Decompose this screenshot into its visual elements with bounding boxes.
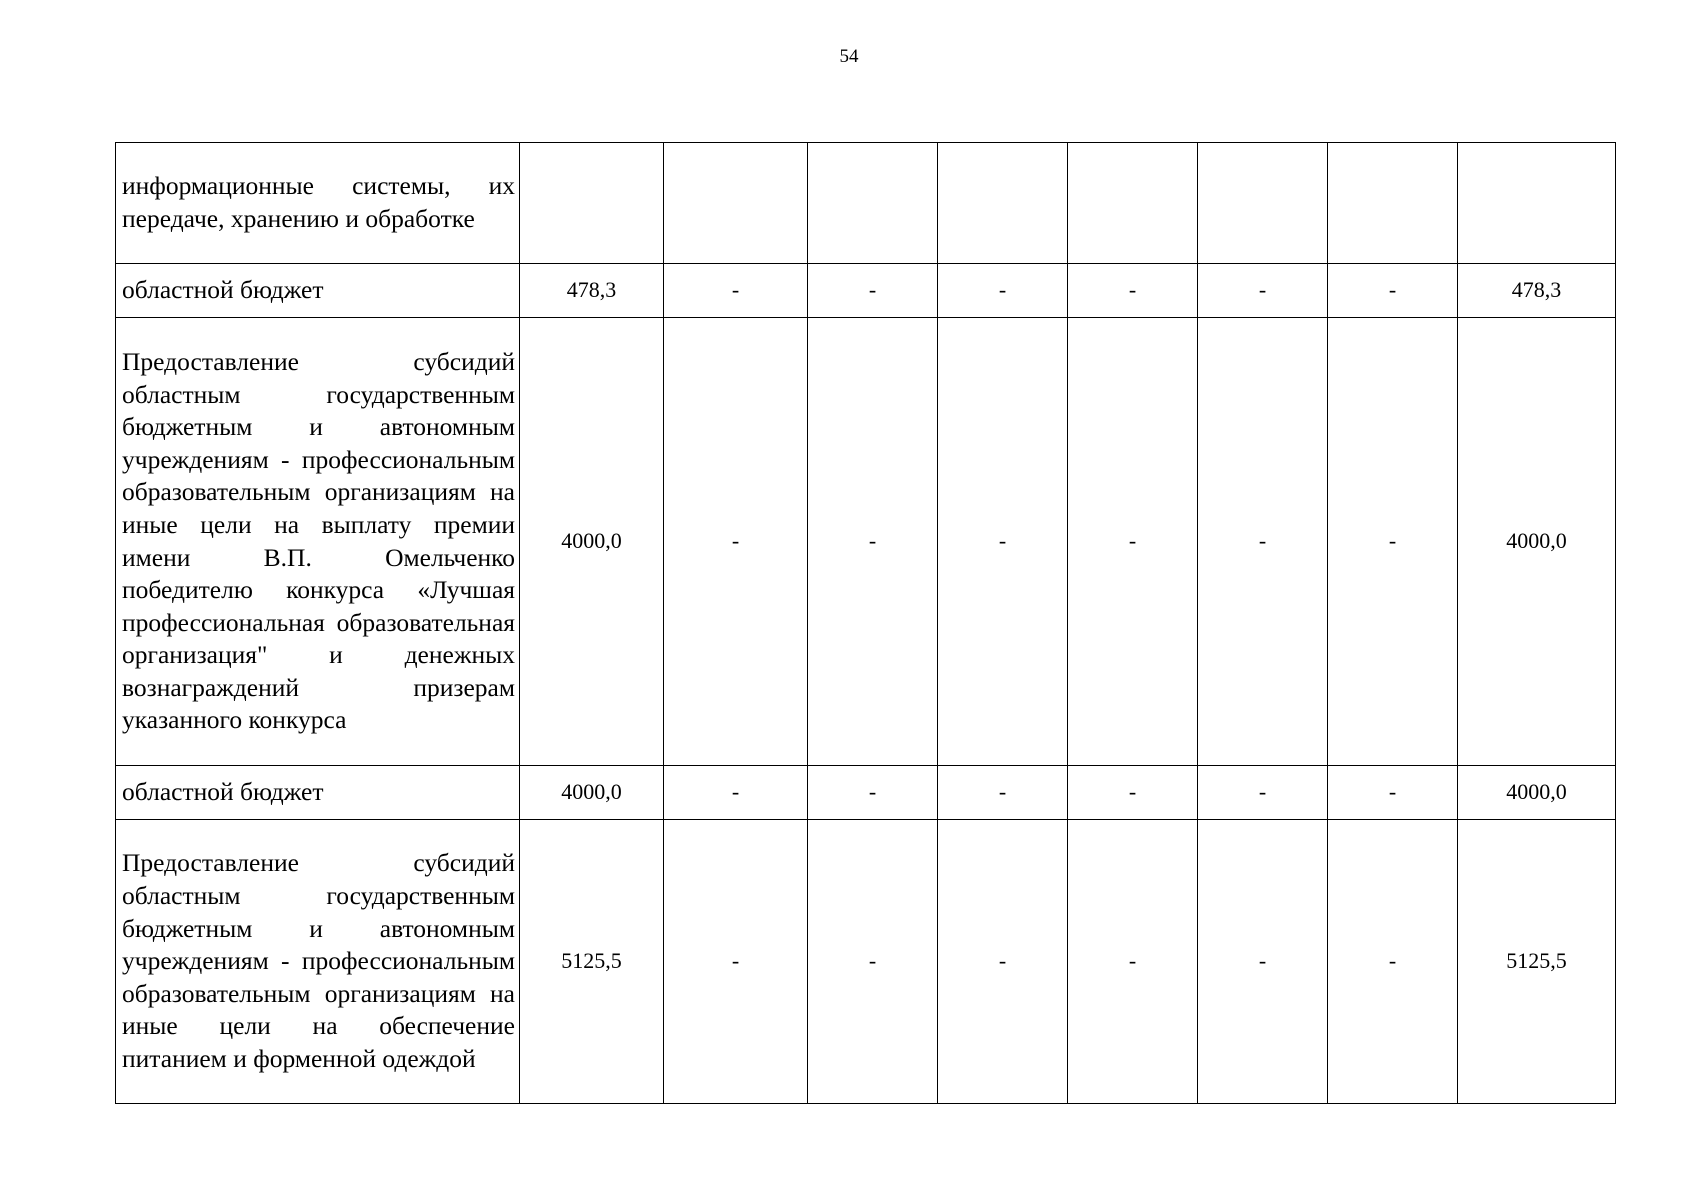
value-cell: - — [938, 820, 1068, 1104]
value-cell: - — [938, 318, 1068, 766]
value-cell: - — [664, 318, 808, 766]
value-cell: - — [1068, 264, 1198, 318]
row-description: Предоставление субсидий областным государственным бюджетным и автономным учреждениям - профессиональным образовательным организациям на иные цели на обеспечение питанием и форменной одеждой — [116, 820, 520, 1104]
value-cell: - — [664, 820, 808, 1104]
value-cell — [1068, 143, 1198, 264]
value-cell — [1198, 143, 1328, 264]
table-row — [116, 766, 1616, 820]
value-cell: - — [1198, 318, 1328, 766]
value-cell: - — [1328, 318, 1458, 766]
table-row — [116, 143, 1616, 264]
value-cell: - — [808, 820, 938, 1104]
value-cell: - — [1068, 318, 1198, 766]
table-row — [116, 264, 1616, 318]
value-cell: - — [808, 318, 938, 766]
value-cell — [1458, 143, 1616, 264]
row-description: Предоставление субсидий областным государственным бюджетным и автономным учреждениям - профессиональным образовательным организациям на иные цели на выплату премии имени В.П. Омельченко победителю конкурса «Лучшая профессиональная образовательная организация" и денежных вознаграждений призерам указанного конкурса — [116, 318, 520, 766]
value-cell: 478,3 — [520, 264, 664, 318]
value-cell: - — [664, 264, 808, 318]
value-cell: 4000,0 — [1458, 766, 1616, 820]
value-cell: - — [1068, 766, 1198, 820]
table-row — [116, 820, 1616, 1104]
value-cell — [808, 143, 938, 264]
value-cell: 478,3 — [1458, 264, 1616, 318]
value-cell: 4000,0 — [1458, 318, 1616, 766]
value-cell: - — [938, 766, 1068, 820]
value-cell: - — [1068, 820, 1198, 1104]
value-cell: - — [1198, 264, 1328, 318]
value-cell — [664, 143, 808, 264]
value-cell — [938, 143, 1068, 264]
value-cell: - — [1328, 264, 1458, 318]
value-cell: - — [1198, 820, 1328, 1104]
page-number: 54 — [839, 46, 859, 67]
value-cell — [520, 143, 664, 264]
value-cell: - — [664, 766, 808, 820]
value-cell: - — [1198, 766, 1328, 820]
value-cell: 5125,5 — [520, 820, 664, 1104]
value-cell: - — [1328, 766, 1458, 820]
value-cell: 4000,0 — [520, 318, 664, 766]
value-cell: - — [808, 766, 938, 820]
value-cell — [1328, 143, 1458, 264]
value-cell: 5125,5 — [1458, 820, 1616, 1104]
value-cell: - — [808, 264, 938, 318]
table-row — [116, 318, 1616, 766]
value-cell: - — [938, 264, 1068, 318]
value-cell: - — [1328, 820, 1458, 1104]
row-description: информационные системы, их передаче, хранению и обработке — [116, 143, 520, 264]
row-description: областной бюджет — [116, 766, 520, 820]
row-description: областной бюджет — [116, 264, 520, 318]
value-cell: 4000,0 — [520, 766, 664, 820]
budget-table — [115, 142, 1616, 1104]
